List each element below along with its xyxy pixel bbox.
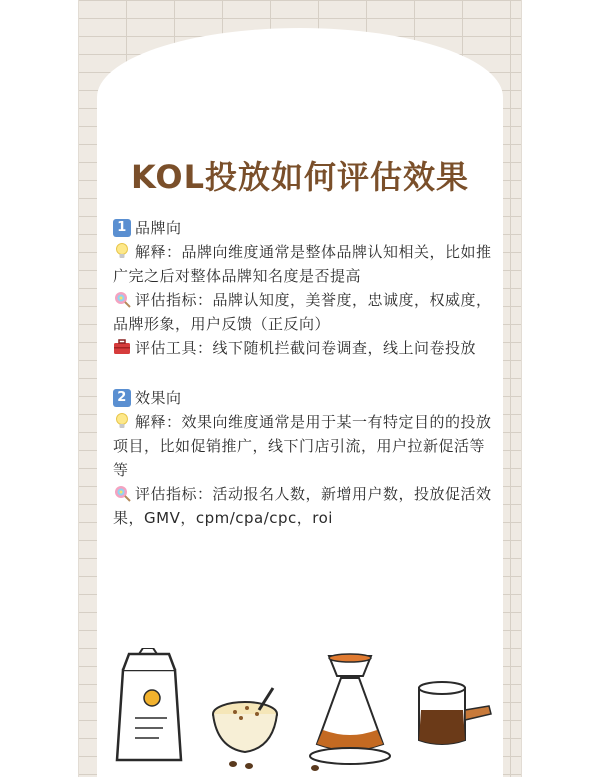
lightbulb-icon: [113, 242, 131, 260]
item-text: 线下随机拦截问卷调查，线上问卷投放: [212, 339, 477, 357]
explanation-line: 解释：效果向维度通常是用于某一有特定目的的投放项目，比如促销推广，线下门店引流，用户拉新促活等等: [113, 413, 492, 479]
pour-over-coffee-icon: [310, 654, 390, 771]
lightbulb-icon: [113, 412, 131, 430]
item-label: 解释: [135, 413, 167, 431]
lollipop-icon: [113, 290, 131, 308]
tools-line: 评估工具：线下随机拦截问卷调查，线上问卷投放: [113, 336, 493, 360]
item-text: 品牌认知度，美誉度，忠诚度，权威度，品牌形象，用户反馈（正反向）: [113, 291, 492, 333]
item-label: 评估工具: [135, 339, 198, 357]
item-label: 评估指标: [135, 291, 198, 309]
lollipop-icon: [113, 484, 131, 502]
section-heading: [113, 216, 493, 240]
metrics-line: 评估指标：活动报名人数，新增用户数，投放促活效果，GMV，cpm/cpa/cpc，roi: [113, 485, 492, 527]
wall-edge-right: [521, 0, 522, 777]
item-label: 评估指标: [135, 485, 198, 503]
item-label: 解释: [135, 243, 167, 261]
section-brand: [113, 216, 493, 360]
metrics-line: 评估指标：品牌认知度，美誉度，忠诚度，权威度，品牌形象，用户反馈（正反向）: [113, 291, 492, 333]
item-text: 活动报名人数，新增用户数，投放促活效果，GMV，cpm/cpa/cpc，roi: [113, 485, 492, 527]
section-heading: [113, 386, 493, 410]
toolbox-icon: [113, 338, 131, 356]
coffee-illustrations: [97, 648, 503, 778]
arched-card: [97, 28, 503, 777]
wall-edge-left: [78, 0, 79, 777]
item-text: 效果向维度通常是用于某一有特定目的的投放项目，比如促销推广，线下门店引流，用户拉新促活等等: [113, 413, 492, 479]
section-heading-text: 品牌向: [135, 219, 182, 237]
number-one-badge: 1: [113, 219, 131, 237]
explanation-line: 解释：品牌向维度通常是整体品牌认知相关，比如推广完之后对整体品牌知名度是否提高: [113, 243, 492, 285]
number-two-badge: 2: [113, 389, 131, 407]
section-performance: [113, 386, 493, 530]
content-body: [113, 216, 493, 556]
coffee-bowl-icon: [213, 688, 277, 769]
section-heading-text: 效果向: [135, 389, 182, 407]
page-title: KOL投放如何评估效果: [131, 158, 469, 196]
coffee-bag-icon: [117, 648, 181, 760]
coffee-pot-icon: [419, 682, 491, 744]
item-text: 品牌向维度通常是整体品牌认知相关，比如推广完之后对整体品牌知名度是否提高: [113, 243, 492, 285]
